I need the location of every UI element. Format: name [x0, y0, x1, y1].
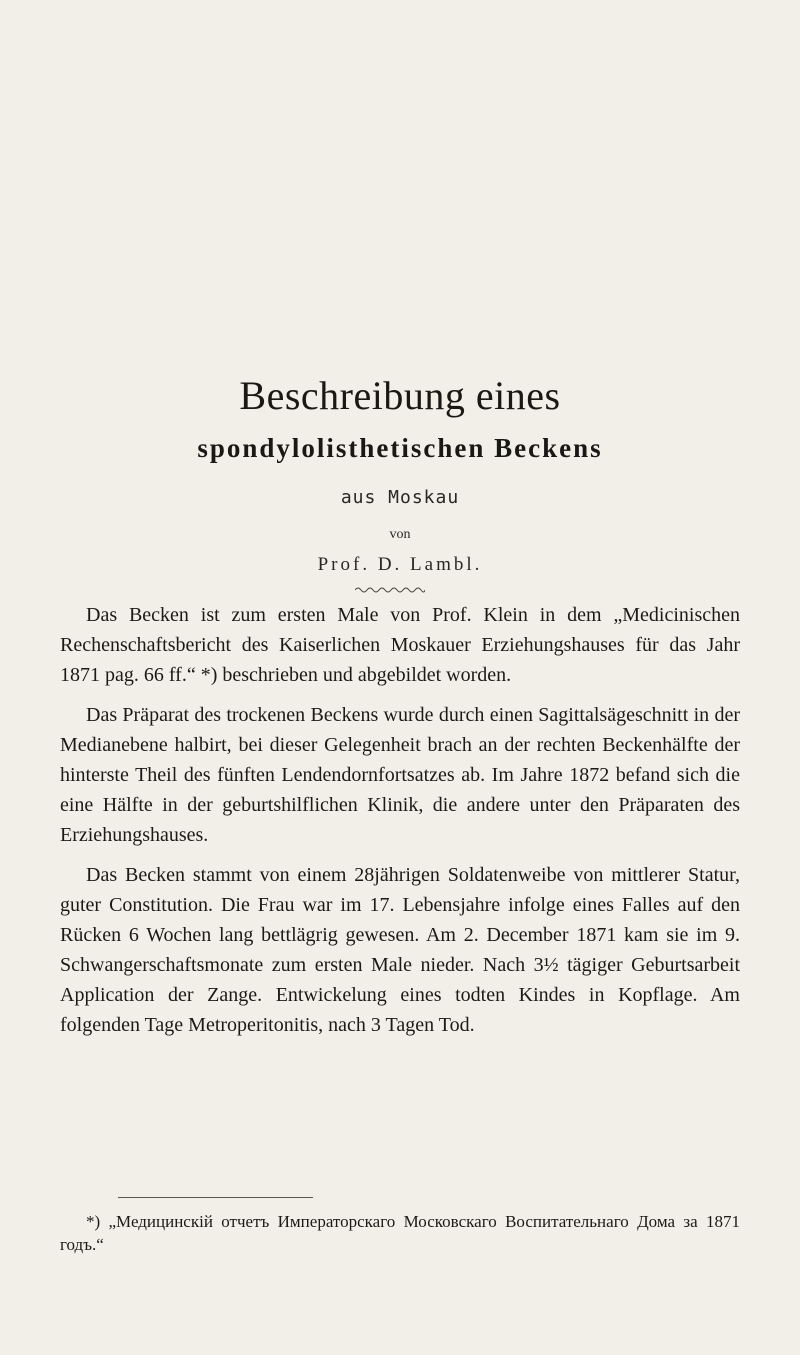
author-line: Prof. D. Lambl. [317, 554, 483, 575]
body-text [60, 600, 740, 1050]
title-line-3: aus Moskau [340, 487, 460, 508]
title-line-2: spondylolisthetischen Beckens [197, 433, 603, 463]
paragraph-2: Das Präparat des trockenen Beckens wurde durch einen Sagittalsägeschnitt in der Medianebene halbirt, bei dieser Gelegenheit brach an der rechten Beckenhälfte der hinterste Theil des fünften Lendendornfortsatzes ab. Im Jahre 1872 befand sich die eine Hälfte in der geburtshilflichen Klinik, die andere unter den Präparaten des Erziehungshauses. [60, 704, 740, 846]
title-line-1: Beschreibung eines [239, 373, 561, 418]
wavy-divider-icon [355, 584, 425, 596]
title-line-4: von [389, 527, 411, 542]
paragraph-1: Das Becken ist zum ersten Male von Prof. Klein in dem „Medicinischen Rechenschaftsbericht des Kaiserlichen Moskauer Erziehungshauses für das Jahr 1871 pag. 66 ff.“ *) beschrieben und abgebildet worden. [60, 604, 740, 686]
paragraph-3: Das Becken stammt von einem 28jährigen Soldatenweibe von mittlerer Statur, guter Constitution. Die Frau war im 17. Lebensjahre infolge eines Falles auf den Rücken 6 Wochen lang bettlägrig gewesen. Am 2. December 1871 kam sie im 9. Schwangerschaftsmonate zum ersten Male nieder. Nach 3½ tägiger Geburtsarbeit Application der Zange. Entwickelung eines todten Kindes in Kopflage. Am folgenden Tage Metroperitonitis, nach 3 Tagen Tod. [60, 864, 740, 1036]
footnote: *) „Медицинскій отчетъ Императорскаго Московскаго Воспитательнаго Дома за 1871 годъ.“ [60, 1212, 740, 1254]
footnote-divider [118, 1197, 313, 1198]
